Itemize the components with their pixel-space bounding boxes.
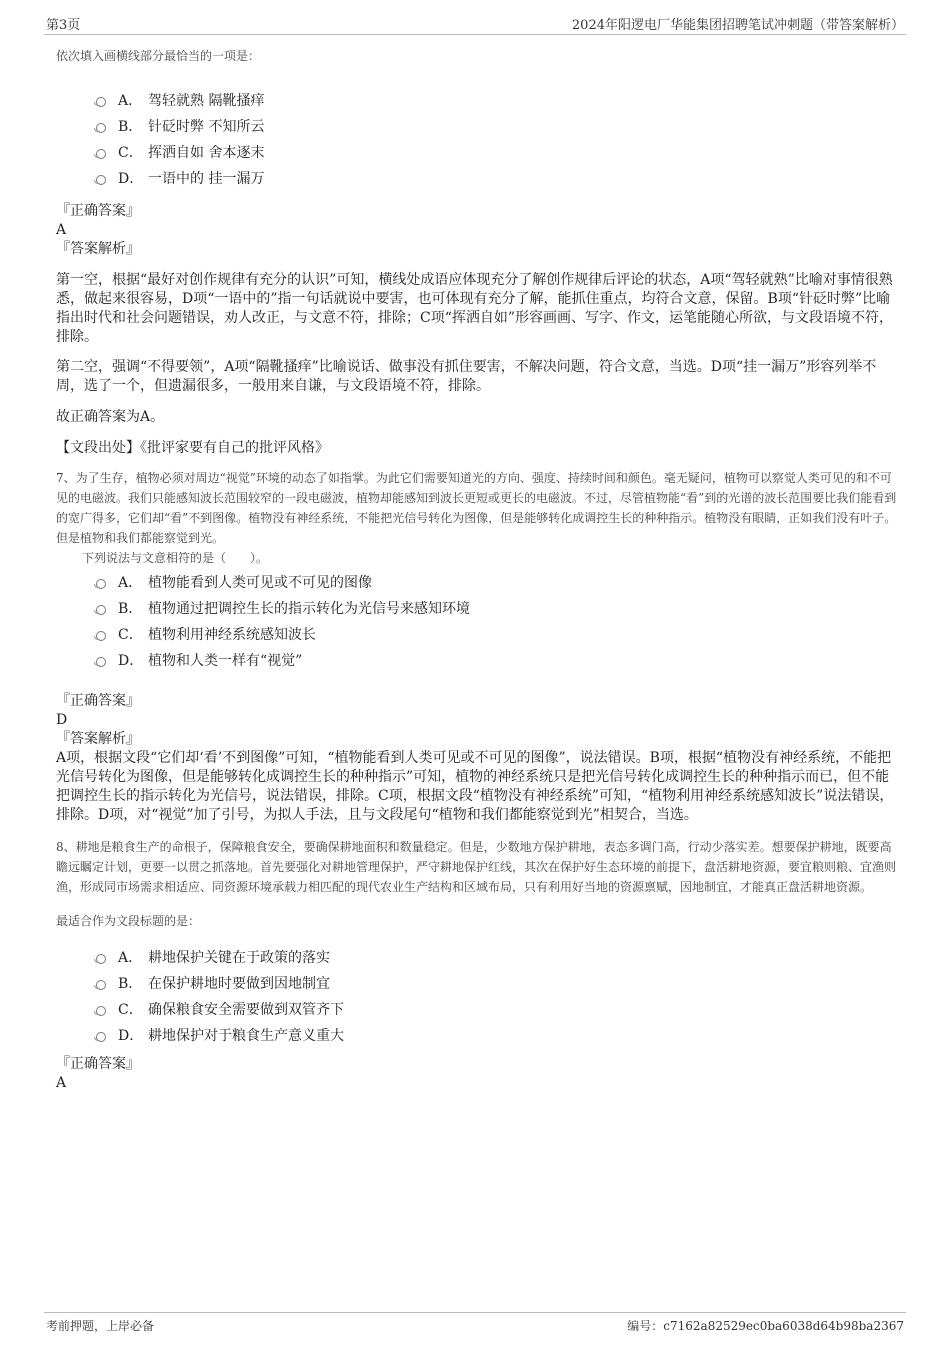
q8-options bbox=[96, 945, 898, 1049]
q6-option-c[interactable]: C． 挥洒自如 舍本逐末 bbox=[96, 140, 898, 166]
radio-icon[interactable] bbox=[96, 123, 106, 133]
q7-option-a[interactable]: A． 植物能看到人类可见或不可见的图像 bbox=[96, 570, 898, 596]
radio-icon[interactable] bbox=[96, 980, 106, 990]
radio-icon[interactable] bbox=[96, 97, 106, 107]
page-footer bbox=[44, 1312, 906, 1337]
q7-options bbox=[96, 570, 898, 674]
q7-prompt: 下列说法与文意相符的是（ ）。 bbox=[82, 551, 269, 565]
q8-passage: 8、耕地是粮食生产的命根子，保障粮食安全，要确保耕地面积和数量稳定。但是，少数地方保护耕地，表态多调门高，行动少落实差。想要保护耕地，既要高瞻远瞩定计划，更要一以贯之抓落地。首先要强化对耕地管理保护，严守耕地保护红线，其次在保护好生态环境的前提下，盘活耕地资源，要宜粮则粮、宜渔则渔，形成同市场需求相适应、同资源环境承载力相匹配的现代农业生产结构和区域布局，只有利用好当地的资源禀赋，因地制宜，才能真正盘活耕地资源。 bbox=[56, 840, 897, 894]
q6-options bbox=[96, 88, 898, 192]
radio-icon[interactable] bbox=[96, 657, 106, 667]
q6-option-d[interactable]: D． 一语中的 挂一漏万 bbox=[96, 166, 898, 192]
page-content bbox=[56, 46, 898, 1093]
q6-analysis-label: 『答案解析』 bbox=[56, 241, 140, 257]
q6-conclusion: 故正确答案为A。 bbox=[56, 409, 165, 425]
radio-icon[interactable] bbox=[96, 149, 106, 159]
radio-icon[interactable] bbox=[96, 579, 106, 589]
q6-analysis-p1: 第一空，根据“最好对创作规律有充分的认识”可知，横线处成语应体现充分了解创作规律后评论的状态，A项“驾轻就熟”比喻对事情很熟悉，做起来很容易，D项“一语中的”指一句话就说中要害，也可体现有充分了解，能抓住重点，均符合文意，保留。B项“针砭时弊”比喻指出时代和社会问题错误，劝人改正，与文意不符，排除；C项“挥洒自如”形容画画、写字、作文，运笔能随心所欲，与文段语境不符，排除。 bbox=[56, 272, 894, 345]
q7-passage: 7、为了生存，植物必须对周边“视觉”环境的动态了如指掌。为此它们需要知道光的方向、强度、持续时间和颜色。毫无疑问，植物可以察觉人类可见的和不可见的电磁波。我们只能感知波长范围较窄的一段电磁波，植物却能感知到波长更短或更长的电磁波。不过，尽管植物能“看”到的光谱的波长范围要比我们能看到的宽广得多，它们却“看”不到图像。植物没有神经系统，不能把光信号转化为图像，但是能够转化成调控生长的种种指示。植物没有眼睛，正如我们没有叶子。但是植物和我们都能察觉到光。 bbox=[56, 471, 897, 545]
page-number: 第3页 bbox=[46, 18, 81, 33]
footer-code: 编号：c7162a82529ec0ba6038d64b98ba2367 bbox=[627, 1319, 904, 1333]
q6-option-a[interactable]: A． 驾轻就熟 隔靴搔痒 bbox=[96, 88, 898, 114]
radio-icon[interactable] bbox=[96, 954, 106, 964]
q6-answer: A bbox=[56, 222, 67, 238]
q8-answer-label: 『正确答案』 bbox=[56, 1056, 140, 1072]
q7-answer-label: 『正确答案』 bbox=[56, 693, 140, 709]
radio-icon[interactable] bbox=[96, 175, 106, 185]
q7-answer: D bbox=[56, 712, 68, 728]
q6-option-b[interactable]: B． 针砭时弊 不知所云 bbox=[96, 114, 898, 140]
radio-icon[interactable] bbox=[96, 631, 106, 641]
q6-answer-label: 『正确答案』 bbox=[56, 203, 140, 219]
q8-prompt: 最适合作为文段标题的是： bbox=[56, 914, 201, 928]
q7-option-d[interactable]: D． 植物和人类一样有“视觉” bbox=[96, 648, 898, 674]
q6-prompt: 依次填入画横线部分最恰当的一项是： bbox=[56, 49, 261, 63]
q8-option-c[interactable]: C． 确保粮食安全需要做到双管齐下 bbox=[96, 997, 898, 1023]
q8-answer: A bbox=[56, 1075, 67, 1091]
q8-option-a[interactable]: A． 耕地保护关键在于政策的落实 bbox=[96, 945, 898, 971]
document-title: 2024年阳逻电厂华能集团招聘笔试冲刺题（带答案解析） bbox=[571, 18, 904, 33]
q7-analysis-label: 『答案解析』 bbox=[56, 731, 140, 747]
radio-icon[interactable] bbox=[96, 1006, 106, 1016]
q6-analysis-p2: 第二空，强调“不得要领”，A项“隔靴搔痒”比喻说话、做事没有抓住要害，不解决问题，符合文意，当选。D项“挂一漏万”形容列举不周，选了一个，但遗漏很多，一般用来自谦，与文段语境不符，排除。 bbox=[56, 359, 877, 394]
q8-option-b[interactable]: B． 在保护耕地时要做到因地制宜 bbox=[96, 971, 898, 997]
q7-option-c[interactable]: C． 植物利用神经系统感知波长 bbox=[96, 622, 898, 648]
q6-source: 【文段出处】《批评家要有自己的批评风格》 bbox=[56, 440, 329, 456]
footer-slogan: 考前押题，上岸必备 bbox=[46, 1319, 155, 1333]
radio-icon[interactable] bbox=[96, 1032, 106, 1042]
q8-option-d[interactable]: D． 耕地保护对于粮食生产意义重大 bbox=[96, 1023, 898, 1049]
page-header bbox=[44, 14, 906, 35]
q7-option-b[interactable]: B． 植物通过把调控生长的指示转化为光信号来感知环境 bbox=[96, 596, 898, 622]
radio-icon[interactable] bbox=[96, 605, 106, 615]
q7-analysis: A项，根据文段“它们却‘看’不到图像”可知，“植物能看到人类可见或不可见的图像”，说法错误。B项，根据“植物没有神经系统，不能把光信号转化为图像，但是能够转化成调控生长的种种指示”可知，植物的神经系统只是把光信号转化成调控生长的种种指示而已，但不能把调控生长的指示转化为光信号，说法错误，排除。C项，根据文段“植物没有神经系统”可知，“植物利用神经系统感知波长”说法错误，排除。D项，对“视觉”加了引号，为拟人手法，且与文段尾句“植物和我们都能察觉到光”相契合，当选。 bbox=[56, 750, 894, 823]
